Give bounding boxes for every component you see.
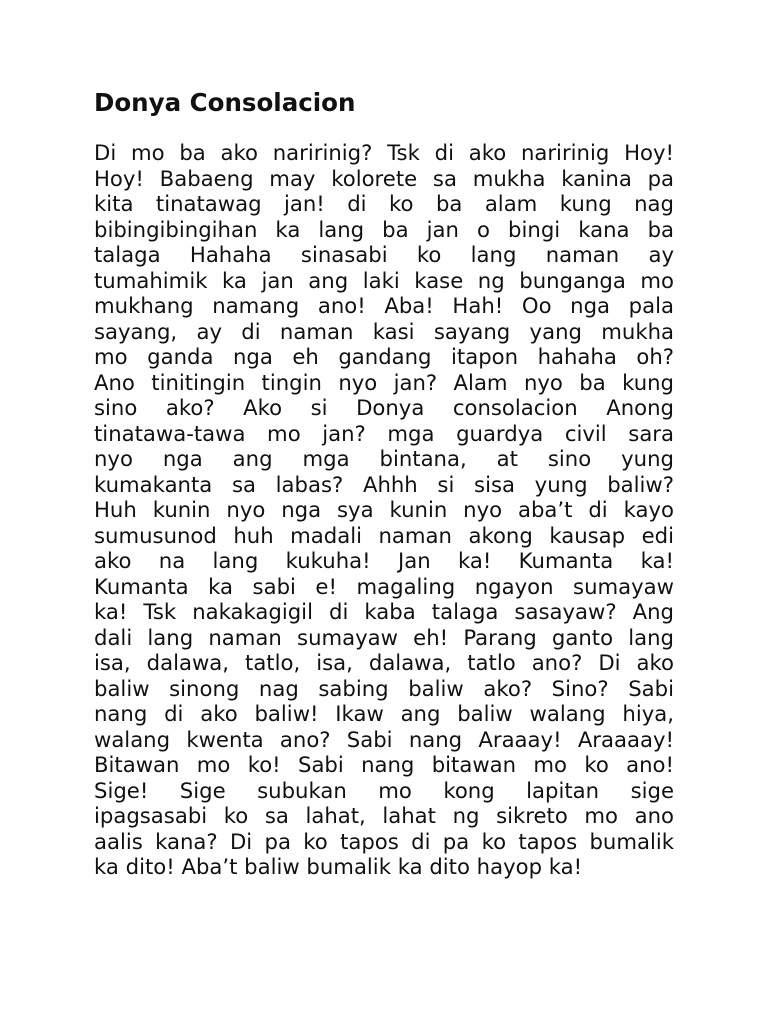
- body-line: Kumanta ka sabi e! magaling ngayon sumayaw: [94, 573, 674, 599]
- body-line: tumahimik ka jan ang laki kase ng bunganga mo: [94, 267, 674, 293]
- body-line: mo ganda nga eh gandang itapon hahaha oh?: [94, 344, 674, 369]
- body-line: Hoy! Babaeng may kolorete sa mukha kanina pa: [94, 165, 674, 191]
- document-body: [94, 140, 674, 880]
- body-line: kita tinatawag jan! di ko ba alam kung nag: [94, 191, 674, 216]
- body-line: ipagsasabi ko sa lahat, lahat ng sikreto mo ano: [94, 803, 674, 828]
- body-line: ako na lang kukuha! Jan ka! Kumanta ka!: [94, 548, 674, 573]
- body-line: bibingibingihan ka lang ba jan o bingi kana ba: [94, 216, 674, 242]
- body-line: ka! Tsk nakakagigil di kaba talaga sasayaw? Ang: [94, 599, 674, 624]
- body-line: mukhang namang ano! Aba! Hah! Oo nga pala: [94, 293, 674, 318]
- body-line: Huh kunin nyo nga sya kunin nyo aba’t di kayo: [94, 497, 674, 522]
- body-line: aalis kana? Di pa ko tapos di pa ko tapos bumalik: [94, 828, 674, 854]
- body-line: Bitawan mo ko! Sabi nang bitawan mo ko ano!: [94, 752, 674, 777]
- body-line: kumakanta sa labas? Ahhh si sisa yung baliw?: [94, 471, 674, 497]
- body-line: Di mo ba ako naririnig? Tsk di ako naririnig Hoy!: [94, 140, 674, 165]
- body-line: Ano tinitingin tingin nyo jan? Alam nyo ba kung: [94, 369, 674, 395]
- body-line: tinatawa-tawa mo jan? mga guardya civil sara: [94, 420, 674, 446]
- body-line: isa, dalawa, tatlo, isa, dalawa, tatlo ano? Di ako: [94, 650, 674, 675]
- body-line: baliw sinong nag sabing baliw ako? Sino? Sabi: [94, 675, 674, 701]
- body-line: dali lang naman sumayaw eh! Parang ganto lang: [94, 624, 674, 650]
- body-line: sumusunod huh madali naman akong kausap edi: [94, 522, 674, 548]
- document-title: Donya Consolacion: [94, 88, 356, 117]
- body-line: Sige! Sige subukan mo kong lapitan sige: [94, 777, 674, 803]
- body-line: sayang, ay di naman kasi sayang yang mukha: [94, 318, 674, 344]
- body-line: ka dito! Aba’t baliw bumalik ka dito hayop ka!: [94, 854, 583, 879]
- body-line: talaga Hahaha sinasabi ko lang naman ay: [94, 242, 674, 267]
- body-line: walang kwenta ano? Sabi nang Araaay! Araaaay!: [94, 726, 674, 752]
- body-line: nang di ako baliw! Ikaw ang baliw walang hiya,: [94, 701, 674, 726]
- body-line: sino ako? Ako si Donya consolacion Anong: [94, 395, 674, 420]
- body-line: nyo nga ang mga bintana, at sino yung: [94, 446, 674, 471]
